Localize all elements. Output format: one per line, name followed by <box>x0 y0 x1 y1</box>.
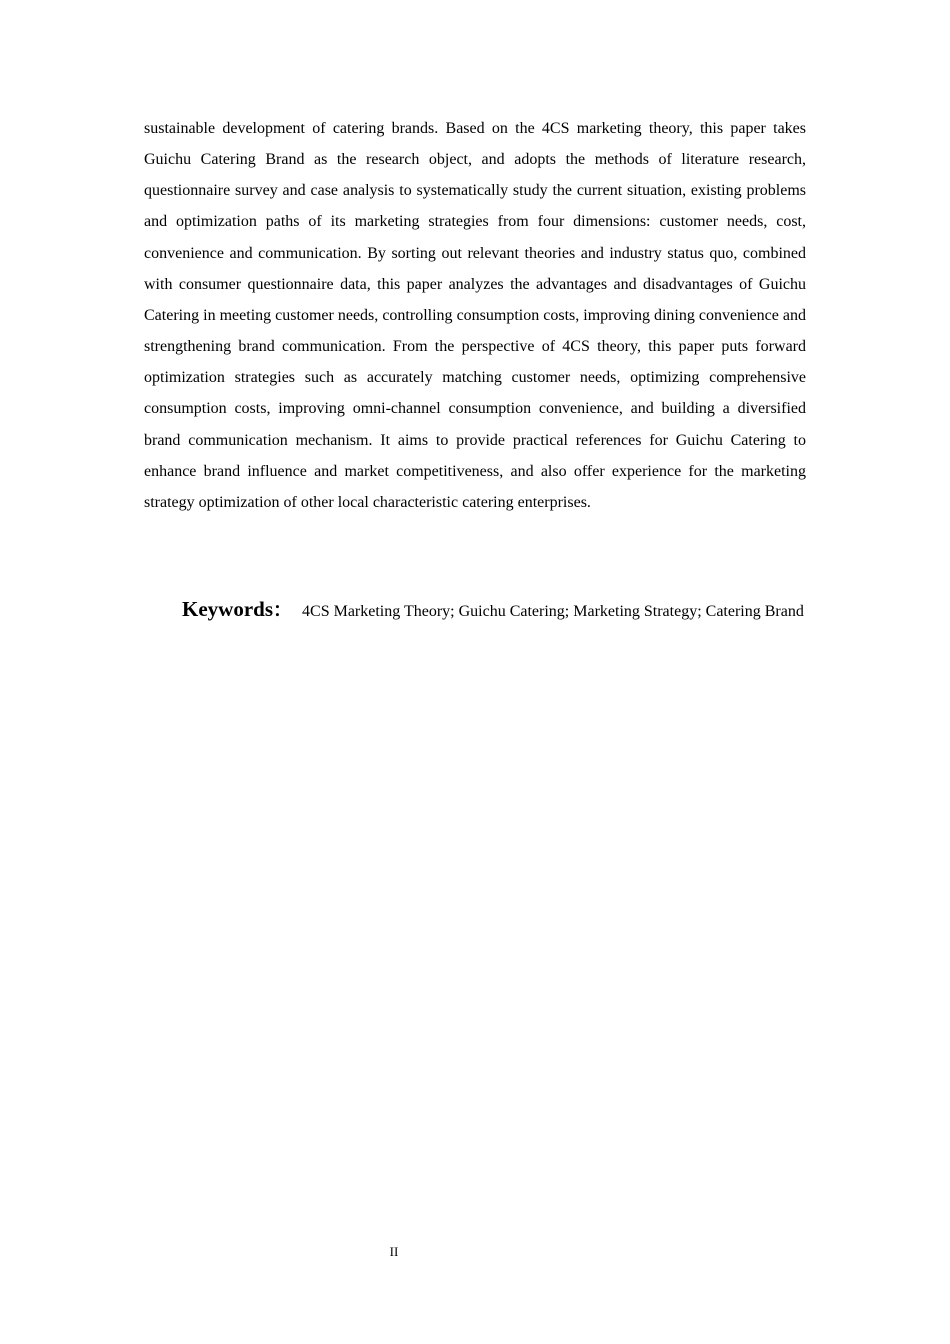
page-number: II <box>389 1244 399 1259</box>
abstract-body-text: sustainable development of catering brands. Based on the 4CS marketing theory, this paper takes Guichu Catering Brand as the research object, and adopts the methods of literature research, questionnaire survey and case analysis to systematically study the current situation, existing problems and optimization paths of its marketing strategies from four dimensions: customer needs, cost, convenience and communication. By sorting out relevant theories and industry status quo, combined with consumer questionnaire data, this paper analyzes the advantages and disadvantages of Guichu Catering in meeting customer needs, controlling consumption costs, improving dining convenience and strengthening brand communication. From the perspective of 4CS theory, this paper puts forward optimization strategies such as accurately matching customer needs, optimizing comprehensive consumption costs, improving omni-channel consumption convenience, and building a diversified brand communication mechanism. It aims to provide practical references for Guichu Catering to enhance brand influence and market competitiveness, and also offer experience for the marketing strategy optimization of other local characteristic catering enterprises. <box>144 120 806 511</box>
keywords-separator: ： <box>273 600 293 621</box>
keywords-paragraph <box>144 589 806 632</box>
keywords-label: Keywords <box>182 597 273 621</box>
keywords-text: 4CS Marketing Theory; Guichu Catering; Marketing Strategy; Catering Brand <box>302 603 804 620</box>
